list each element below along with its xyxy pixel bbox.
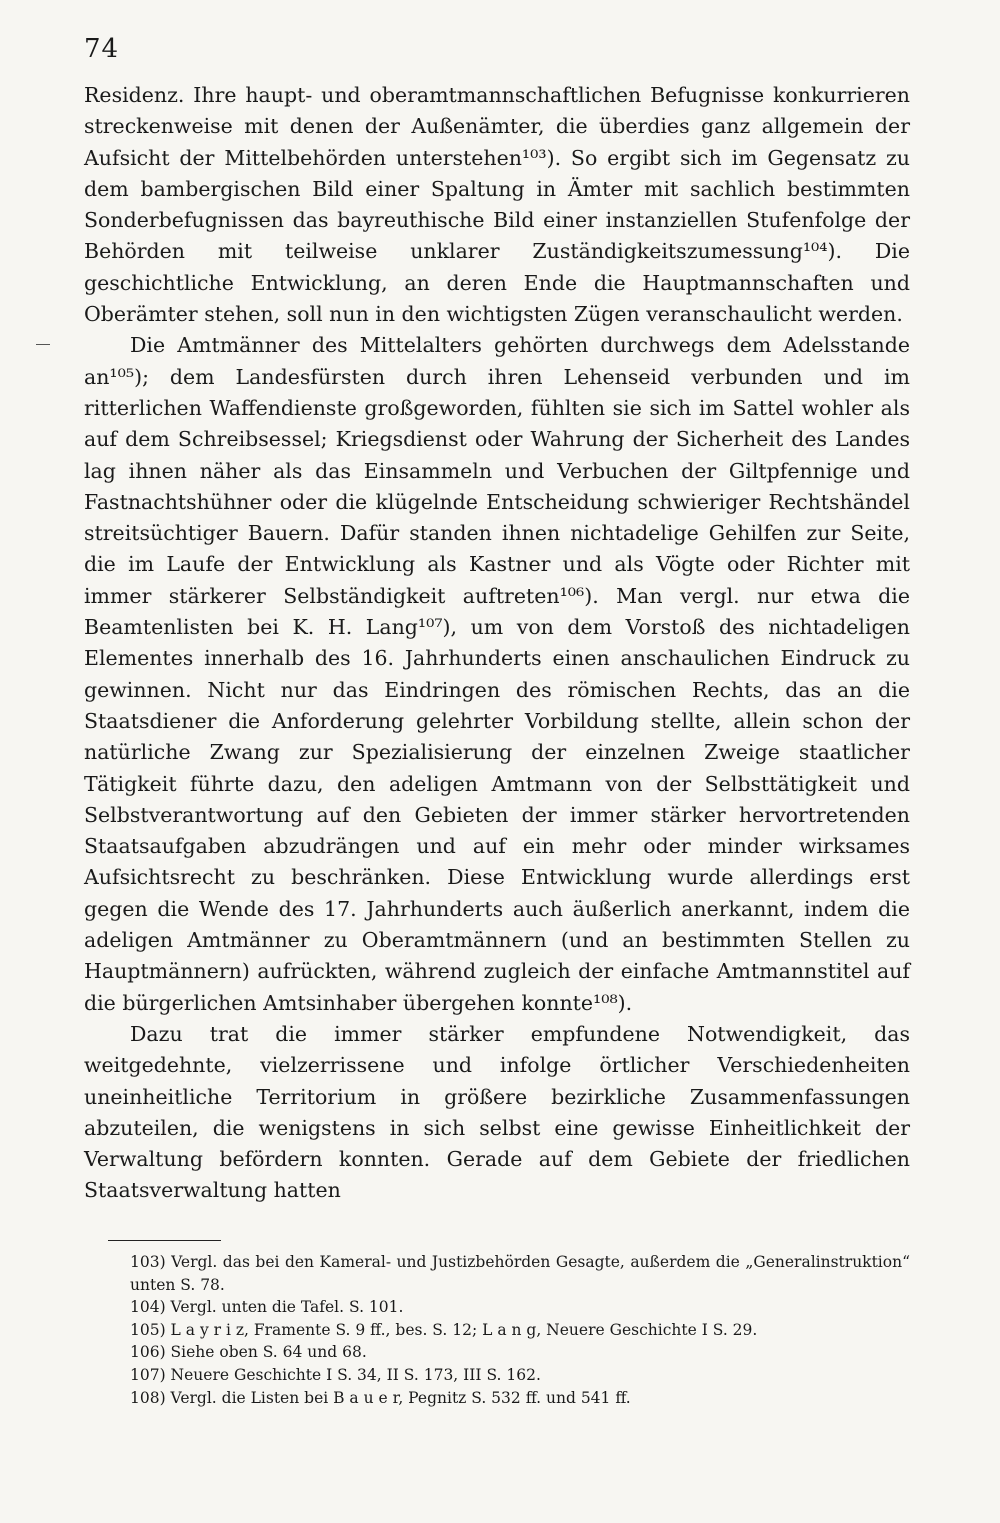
footnote: 103) Vergl. das bei den Kameral- und Justizbehörden Gesagte, außerdem die „Generalinstruktion“ unten S. 78. [130,1253,910,1294]
paragraph: Die Amtmänner des Mittelalters gehörten durchwegs dem Adelsstande an¹⁰⁵); dem Landesfürsten durch ihren Lehenseid verbunden und im ritterlichen Waffendienste großgeworden, fühlten sie sich im Sattel wohler als auf dem Schreibsessel; Kriegsdienst oder Wahrung der Sicherheit des Landes lag ihnen näher als das Einsammeln und Verbuchen der Giltpfennige und Fastnachtshühner oder die klügelnde Entscheidung schwieriger Rechtshändel streitsüchtiger Bauern. Dafür standen ihnen nichtadelige Gehilfen zur Seite, die im Laufe der Entwicklung als Kastner und als Vögte oder Richter mit immer stärkerer Selbständigkeit auftreten¹⁰⁶). Man vergl. nur etwa die Beamtenlisten bei K. H. Lang¹⁰⁷), um von dem Vorstoß des nichtadeligen Elementes innerhalb des 16. Jahrhunderts einen anschaulichen Eindruck zu gewinnen. Nicht nur das Eindringen des römischen Rechts, das an die Staatsdiener die Anforderung gelehrter Vorbildung stellte, allein schon der natürliche Zwang zur Spezialisierung der einzelnen Zweige staatlicher Tätigkeit führte dazu, den adeligen Amtmann von der Selbsttätigkeit und Selbstverantwortung auf den Gebieten der immer stärker hervortretenden Staatsaufgaben abzudrängen und auf ein mehr oder minder wirksames Aufsichtsrecht zu beschränken. Diese Entwicklung wurde allerdings erst gegen die Wende des 17. Jahrhunderts auch äußerlich anerkannt, indem die adeligen Amtmänner zu Oberamtmännern (und an bestimmten Stellen zu Hauptmännern) aufrückten, während zugleich der einfache Amtmannstitel auf die bürgerlichen Amtsinhaber übergehen konnte¹⁰⁸). [84,333,910,1015]
footnote: 108) Vergl. die Listen bei B a u e r, Pegnitz S. 532 ff. und 541 ff. [130,1388,631,1407]
footnote: 107) Neuere Geschichte I S. 34, II S. 173, III S. 162. [130,1365,541,1384]
footnote: 106) Siehe oben S. 64 und 68. [130,1343,367,1362]
paragraph: Residenz. Ihre haupt- und oberamtmannschaftlichen Befugnisse konkurrieren streckenweise mit denen der Außenämter, die überdies ganz allgemein der Aufsicht der Mittelbehörden unterstehen¹⁰³). So ergibt sich im Gegensatz zu dem bambergischen Bild einer Spaltung in Ämter mit sachlich bestimmten Sonderbefugnissen das bayreuthische Bild einer instanziellen Stufenfolge der Behörden mit teilweise unklarer Zuständigkeitszumessung¹⁰⁴). Die geschichtliche Entwicklung, an deren Ende die Hauptmannschaften und Oberämter stehen, soll nun in den wichtigsten Zügen veranschaulicht werden. [84,83,910,327]
footnotes [130,1251,910,1409]
footnote: 105) L a y r i z, Framente S. 9 ff., bes. S. 12; L a n g, Neuere Geschichte I S. 29. [130,1320,758,1339]
footnote: 104) Vergl. unten die Tafel. S. 101. [130,1298,404,1317]
footnote-rule [108,1240,221,1241]
margin-mark [36,344,50,345]
main-text [84,80,910,1207]
paragraph: Dazu trat die immer stärker empfundene Notwendigkeit, das weitgedehnte, vielzerrissene und infolge örtlicher Verschiedenheiten uneinheitliche Territorium in größere bezirkliche Zusammenfassungen abzuteilen, die wenigstens in sich selbst eine gewisse Einheitlichkeit der Verwaltung befördern konnten. Gerade auf dem Gebiete der friedlichen Staatsverwaltung hatten [84,1021,910,1203]
page-number: 74 [84,34,120,64]
